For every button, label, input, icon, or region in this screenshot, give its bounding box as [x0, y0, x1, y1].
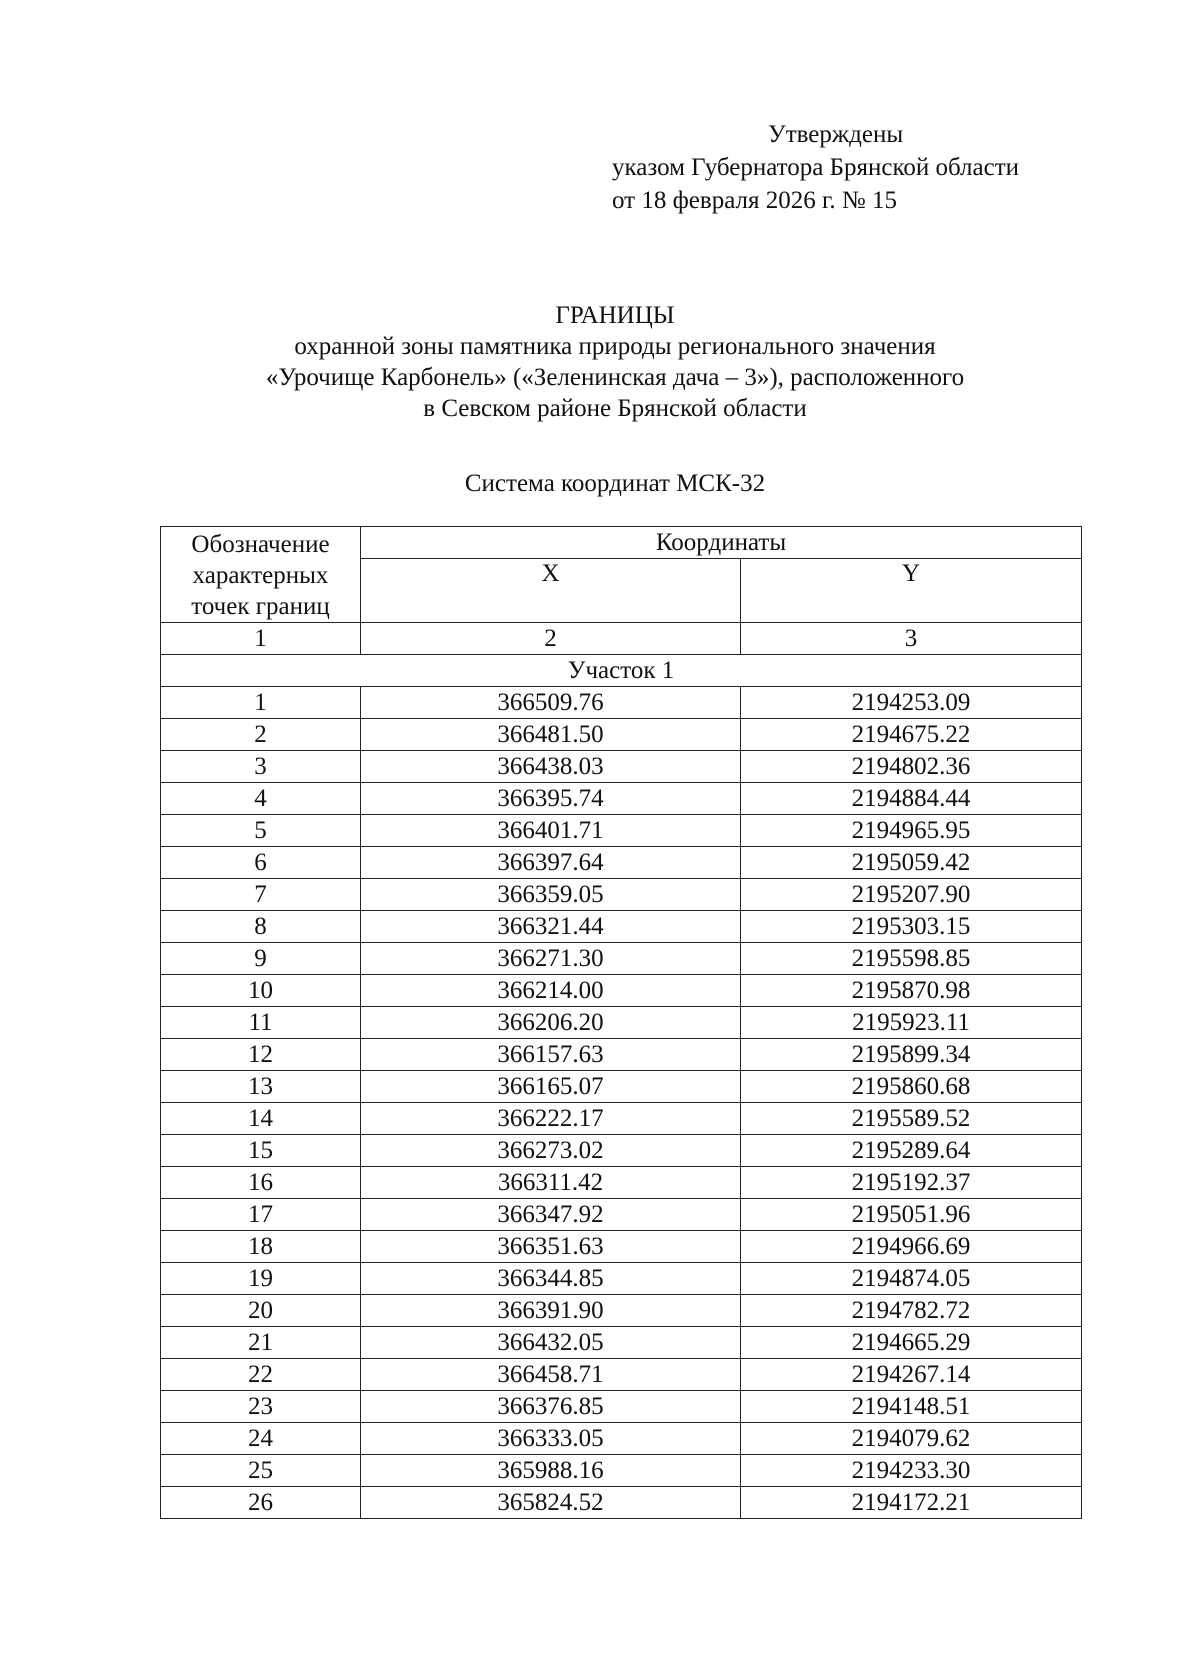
table-row	[161, 1039, 1082, 1071]
y-coordinate-cell: 2194079.62	[741, 1423, 1082, 1455]
y-coordinate-cell: 2194874.05	[741, 1263, 1082, 1295]
x-coordinate-cell: 366509.76	[361, 687, 741, 719]
table-row	[161, 1391, 1082, 1423]
point-number-cell: 11	[161, 1007, 361, 1039]
y-coordinate-cell: 2195870.98	[741, 975, 1082, 1007]
table-row	[161, 1359, 1082, 1391]
x-coordinate-cell: 366401.71	[361, 815, 741, 847]
x-coordinate-cell: 366376.85	[361, 1391, 741, 1423]
table-row	[161, 1167, 1082, 1199]
table-row	[161, 975, 1082, 1007]
document-title	[150, 300, 1080, 424]
header-point-designation: Обозначение характерных точек границ	[161, 527, 361, 623]
x-coordinate-cell: 366351.63	[361, 1231, 741, 1263]
x-coordinate-cell: 366395.74	[361, 783, 741, 815]
coordinates-table	[160, 526, 1082, 1519]
point-number-cell: 15	[161, 1135, 361, 1167]
point-number-cell: 13	[161, 1071, 361, 1103]
x-coordinate-cell: 366391.90	[361, 1295, 741, 1327]
x-coordinate-cell: 366321.44	[361, 911, 741, 943]
point-number-cell: 20	[161, 1295, 361, 1327]
table-row	[161, 1199, 1082, 1231]
y-coordinate-cell: 2195059.42	[741, 847, 1082, 879]
point-number-cell: 24	[161, 1423, 361, 1455]
table-row	[161, 911, 1082, 943]
coordinate-system-label: Система координат МСК-32	[464, 470, 766, 497]
table-row	[161, 943, 1082, 975]
table-row	[161, 751, 1082, 783]
y-coordinate-cell: 2195860.68	[741, 1071, 1082, 1103]
y-coordinate-cell: 2194267.14	[741, 1359, 1082, 1391]
table-row	[161, 1487, 1082, 1519]
title-line-1: охранной зоны памятника природы регионального значения	[294, 333, 936, 360]
table-row	[161, 1263, 1082, 1295]
table-row	[161, 1071, 1082, 1103]
x-coordinate-cell: 365988.16	[361, 1455, 741, 1487]
x-coordinate-cell: 366347.92	[361, 1199, 741, 1231]
title-line-3: в Севском районе Брянской области	[423, 395, 807, 422]
y-coordinate-cell: 2194675.22	[741, 719, 1082, 751]
table-row	[161, 719, 1082, 751]
table-row	[161, 815, 1082, 847]
column-number-3: 3	[741, 623, 1082, 655]
approval-line-date-number: от 18 февраля 2026 г. № 15	[612, 187, 898, 214]
column-number-2: 2	[361, 623, 741, 655]
y-coordinate-cell: 2194665.29	[741, 1327, 1082, 1359]
title-line-2: «Урочище Карбонель» («Зеленинская дача – 3»), расположенного	[265, 364, 965, 391]
point-number-cell: 18	[161, 1231, 361, 1263]
y-coordinate-cell: 2194172.21	[741, 1487, 1082, 1519]
table-row	[161, 1135, 1082, 1167]
y-coordinate-cell: 2194253.09	[741, 687, 1082, 719]
x-coordinate-cell: 366359.05	[361, 879, 741, 911]
y-coordinate-cell: 2195192.37	[741, 1167, 1082, 1199]
header-x: X	[361, 559, 741, 623]
point-number-cell: 2	[161, 719, 361, 751]
point-number-cell: 19	[161, 1263, 361, 1295]
point-number-cell: 10	[161, 975, 361, 1007]
point-number-cell: 17	[161, 1199, 361, 1231]
header-y: Y	[741, 559, 1082, 623]
y-coordinate-cell: 2195051.96	[741, 1199, 1082, 1231]
table-row	[161, 1327, 1082, 1359]
y-coordinate-cell: 2194802.36	[741, 751, 1082, 783]
table-row	[161, 847, 1082, 879]
table-row	[161, 1103, 1082, 1135]
point-number-cell: 14	[161, 1103, 361, 1135]
x-coordinate-cell: 366273.02	[361, 1135, 741, 1167]
table-row	[161, 1423, 1082, 1455]
x-coordinate-cell: 366165.07	[361, 1071, 741, 1103]
y-coordinate-cell: 2194233.30	[741, 1455, 1082, 1487]
point-number-cell: 6	[161, 847, 361, 879]
y-coordinate-cell: 2194884.44	[741, 783, 1082, 815]
table-row	[161, 1295, 1082, 1327]
point-number-cell: 21	[161, 1327, 361, 1359]
table-row	[161, 1007, 1082, 1039]
y-coordinate-cell: 2195598.85	[741, 943, 1082, 975]
table-row	[161, 1231, 1082, 1263]
table-row	[161, 879, 1082, 911]
x-coordinate-cell: 365824.52	[361, 1487, 741, 1519]
x-coordinate-cell: 366333.05	[361, 1423, 741, 1455]
point-number-cell: 3	[161, 751, 361, 783]
approval-line-decree: указом Губернатора Брянской области	[612, 154, 1020, 181]
section-row	[161, 655, 1082, 687]
point-number-cell: 16	[161, 1167, 361, 1199]
x-coordinate-cell: 366432.05	[361, 1327, 741, 1359]
point-number-cell: 1	[161, 687, 361, 719]
y-coordinate-cell: 2194966.69	[741, 1231, 1082, 1263]
table-row	[161, 1455, 1082, 1487]
column-number-1: 1	[161, 623, 361, 655]
column-number-row	[161, 623, 1082, 655]
y-coordinate-cell: 2195303.15	[741, 911, 1082, 943]
point-number-cell: 23	[161, 1391, 361, 1423]
y-coordinate-cell: 2195207.90	[741, 879, 1082, 911]
y-coordinate-cell: 2195899.34	[741, 1039, 1082, 1071]
point-number-cell: 12	[161, 1039, 361, 1071]
point-number-cell: 8	[161, 911, 361, 943]
coordinates-table-body	[161, 527, 1082, 1519]
y-coordinate-cell: 2194148.51	[741, 1391, 1082, 1423]
approval-line-approved: Утверждены	[768, 121, 904, 148]
y-coordinate-cell: 2194782.72	[741, 1295, 1082, 1327]
table-header-row	[161, 527, 1082, 559]
x-coordinate-cell: 366344.85	[361, 1263, 741, 1295]
point-number-cell: 26	[161, 1487, 361, 1519]
point-number-cell: 25	[161, 1455, 361, 1487]
header-coordinates: Координаты	[361, 527, 1082, 559]
y-coordinate-cell: 2195923.11	[741, 1007, 1082, 1039]
point-number-cell: 7	[161, 879, 361, 911]
x-coordinate-cell: 366157.63	[361, 1039, 741, 1071]
y-coordinate-cell: 2195289.64	[741, 1135, 1082, 1167]
x-coordinate-cell: 366481.50	[361, 719, 741, 751]
section-title: Участок 1	[161, 655, 1082, 687]
x-coordinate-cell: 366311.42	[361, 1167, 741, 1199]
title-main: ГРАНИЦЫ	[555, 302, 675, 329]
x-coordinate-cell: 366458.71	[361, 1359, 741, 1391]
x-coordinate-cell: 366214.00	[361, 975, 741, 1007]
y-coordinate-cell: 2194965.95	[741, 815, 1082, 847]
point-number-cell: 5	[161, 815, 361, 847]
point-number-cell: 9	[161, 943, 361, 975]
table-row	[161, 687, 1082, 719]
table-row	[161, 783, 1082, 815]
x-coordinate-cell: 366397.64	[361, 847, 741, 879]
approval-stamp	[612, 118, 1092, 217]
point-number-cell: 4	[161, 783, 361, 815]
x-coordinate-cell: 366438.03	[361, 751, 741, 783]
x-coordinate-cell: 366206.20	[361, 1007, 741, 1039]
y-coordinate-cell: 2195589.52	[741, 1103, 1082, 1135]
x-coordinate-cell: 366271.30	[361, 943, 741, 975]
point-number-cell: 22	[161, 1359, 361, 1391]
x-coordinate-cell: 366222.17	[361, 1103, 741, 1135]
